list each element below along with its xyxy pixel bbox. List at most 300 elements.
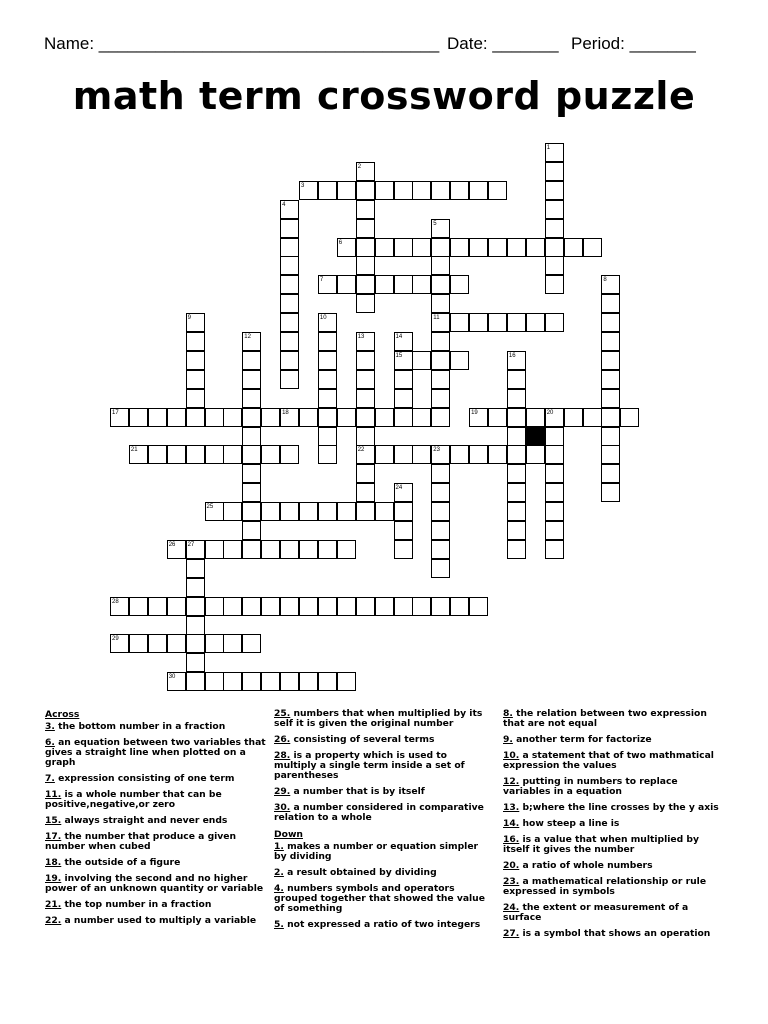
crossword-cell[interactable] <box>299 672 318 691</box>
crossword-cell[interactable] <box>431 521 450 540</box>
across-clue-list <box>45 722 270 926</box>
crossword-cell[interactable] <box>356 445 375 464</box>
crossword-cell[interactable] <box>337 181 356 200</box>
crossword-cell[interactable] <box>601 408 620 427</box>
crossword-cell[interactable] <box>394 408 413 427</box>
clue-number: 16. <box>503 834 520 845</box>
crossword-cell[interactable] <box>356 597 375 616</box>
crossword-cell[interactable] <box>394 483 413 502</box>
crossword-cell[interactable] <box>205 408 224 427</box>
crossword-cell[interactable] <box>469 181 488 200</box>
clue-item <box>503 819 728 829</box>
crossword-cell[interactable] <box>242 521 261 540</box>
crossword-cell[interactable] <box>507 502 526 521</box>
cell-number: 18 <box>282 409 289 416</box>
crossword-cell[interactable] <box>601 464 620 483</box>
crossword-cell[interactable] <box>412 351 431 370</box>
crossword-cell[interactable] <box>431 389 450 408</box>
crossword-cell[interactable] <box>223 445 242 464</box>
period-field-label: Period: _______ <box>571 34 696 53</box>
crossword-cell[interactable] <box>601 275 620 294</box>
clue-text: the relation between two expression that are not equal <box>503 708 707 729</box>
crossword-cell[interactable] <box>167 408 186 427</box>
crossword-cell[interactable] <box>242 464 261 483</box>
clue-item <box>503 777 728 797</box>
crossword-cell[interactable] <box>545 540 564 559</box>
crossword-cell[interactable] <box>601 427 620 446</box>
clue-text: a result obtained by dividing <box>283 867 437 878</box>
crossword-cell[interactable] <box>431 502 450 521</box>
crossword-cell[interactable] <box>620 408 639 427</box>
crossword-cell[interactable] <box>280 540 299 559</box>
crossword-cell[interactable] <box>280 351 299 370</box>
clue-text: expression consisting of one term <box>54 773 235 784</box>
clue-number: 12. <box>503 776 520 787</box>
crossword-cell[interactable] <box>394 238 413 257</box>
crossword-cell[interactable] <box>242 408 261 427</box>
crossword-cell[interactable] <box>469 408 488 427</box>
crossword-cell[interactable] <box>280 672 299 691</box>
crossword-cell[interactable] <box>507 427 526 446</box>
crossword-cell[interactable] <box>412 238 431 257</box>
crossword-cell[interactable] <box>431 313 450 332</box>
crossword-cell[interactable] <box>356 294 375 313</box>
crossword-cell[interactable] <box>431 181 450 200</box>
crossword-cell[interactable] <box>450 238 469 257</box>
crossword-cell[interactable] <box>545 238 564 257</box>
crossword-cell[interactable] <box>545 408 564 427</box>
crossword-cell[interactable] <box>280 370 299 389</box>
crossword-cell[interactable] <box>186 559 205 578</box>
clue-number: 9. <box>503 734 513 745</box>
crossword-cell[interactable] <box>412 597 431 616</box>
crossword-cell[interactable] <box>469 313 488 332</box>
across-heading: Across <box>45 709 80 720</box>
crossword-cell[interactable] <box>318 672 337 691</box>
crossword-cell[interactable] <box>280 445 299 464</box>
crossword-cell[interactable] <box>394 445 413 464</box>
crossword-cell[interactable] <box>488 313 507 332</box>
clue-number: 24. <box>503 902 520 913</box>
crossword-cell[interactable] <box>507 445 526 464</box>
crossword-cell[interactable] <box>450 275 469 294</box>
crossword-cell[interactable] <box>261 502 280 521</box>
crossword-cell[interactable] <box>507 521 526 540</box>
crossword-cell[interactable] <box>564 408 583 427</box>
cell-number: 8 <box>603 277 607 284</box>
crossword-cell[interactable] <box>261 672 280 691</box>
clue-text: numbers that when multiplied by its self it is given the original number <box>274 708 483 729</box>
clue-number: 15. <box>45 815 62 826</box>
crossword-cell[interactable] <box>394 502 413 521</box>
clue-item <box>503 929 728 939</box>
crossword-cell[interactable] <box>564 238 583 257</box>
crossword-cell[interactable] <box>280 332 299 351</box>
crossword-cell[interactable] <box>205 672 224 691</box>
crossword-cell[interactable] <box>601 483 620 502</box>
crossword-cell[interactable] <box>601 389 620 408</box>
cell-number: 21 <box>130 447 138 454</box>
crossword-cell[interactable] <box>337 540 356 559</box>
cell-number: 10 <box>319 315 327 322</box>
crossword-cell[interactable] <box>318 540 337 559</box>
crossword-cell[interactable] <box>167 445 186 464</box>
clue-number: 30. <box>274 802 291 813</box>
crossword-cell[interactable] <box>431 275 450 294</box>
crossword-cell[interactable] <box>431 332 450 351</box>
crossword-cell[interactable] <box>431 597 450 616</box>
crossword-cell[interactable] <box>356 389 375 408</box>
crossword-cell[interactable] <box>129 634 148 653</box>
crossword-cell[interactable] <box>431 408 450 427</box>
crossword-cell[interactable] <box>450 597 469 616</box>
clue-item <box>45 774 270 784</box>
cell-number: 29 <box>112 636 119 643</box>
clue-number: 21. <box>45 899 62 910</box>
crossword-cell[interactable] <box>356 162 375 181</box>
crossword-cell[interactable] <box>318 445 337 464</box>
crossword-cell[interactable] <box>223 502 242 521</box>
crossword-cell[interactable] <box>526 238 545 257</box>
clue-number: 27. <box>503 928 520 939</box>
crossword-cell[interactable] <box>205 502 224 521</box>
crossword-cell[interactable] <box>299 540 318 559</box>
crossword-cell[interactable] <box>526 445 545 464</box>
crossword-cell[interactable] <box>431 464 450 483</box>
crossword-cell[interactable] <box>431 256 450 275</box>
cell-number: 14 <box>395 334 403 340</box>
crossword-cell[interactable] <box>299 502 318 521</box>
crossword-cell[interactable] <box>318 181 337 200</box>
crossword-cell[interactable] <box>488 445 507 464</box>
crossword-cell[interactable] <box>469 597 488 616</box>
crossword-cell[interactable] <box>261 540 280 559</box>
crossword-cell[interactable] <box>431 294 450 313</box>
crossword-cell[interactable] <box>280 408 299 427</box>
crossword-cell[interactable] <box>394 332 413 351</box>
crossword-cell[interactable] <box>261 597 280 616</box>
crossword-cell[interactable] <box>299 408 318 427</box>
crossword-cell[interactable] <box>356 181 375 200</box>
crossword-cell[interactable] <box>601 332 620 351</box>
clue-number: 13. <box>503 802 520 813</box>
crossword-cell[interactable] <box>223 408 242 427</box>
crossword-cell[interactable] <box>412 181 431 200</box>
crossword-cell[interactable] <box>186 672 205 691</box>
crossword-cell[interactable] <box>356 256 375 275</box>
crossword-cell[interactable] <box>507 464 526 483</box>
clue-text: a number that is by itself <box>290 786 425 797</box>
crossword-cell[interactable] <box>337 408 356 427</box>
crossword-cell[interactable] <box>186 597 205 616</box>
crossword-cell[interactable] <box>318 275 337 294</box>
cell-number: 9 <box>187 315 191 322</box>
crossword-cell[interactable] <box>488 181 507 200</box>
crossword-cell[interactable] <box>280 275 299 294</box>
crossword-cell[interactable] <box>205 445 224 464</box>
clue-number: 23. <box>503 876 520 887</box>
crossword-cell[interactable] <box>394 540 413 559</box>
crossword-cell[interactable] <box>526 313 545 332</box>
crossword-cell[interactable] <box>450 313 469 332</box>
crossword-cell[interactable] <box>242 672 261 691</box>
crossword-cell[interactable] <box>223 672 242 691</box>
crossword-cell[interactable] <box>469 445 488 464</box>
crossword-cell[interactable] <box>337 275 356 294</box>
crossword-cell[interactable] <box>545 275 564 294</box>
crossword-cell[interactable] <box>337 672 356 691</box>
crossword-cell[interactable] <box>545 427 564 446</box>
crossword-cell[interactable] <box>431 483 450 502</box>
crossword-cell[interactable] <box>356 238 375 257</box>
crossword-cell[interactable] <box>375 597 394 616</box>
crossword-cell[interactable] <box>299 597 318 616</box>
cell-number: 15 <box>395 352 403 359</box>
crossword-cell[interactable] <box>148 445 167 464</box>
crossword-cell[interactable] <box>280 597 299 616</box>
crossword-cell[interactable] <box>205 597 224 616</box>
crossword-cell[interactable] <box>242 597 261 616</box>
clue-item <box>274 868 492 878</box>
crossword-cell[interactable] <box>545 502 564 521</box>
crossword-cell[interactable] <box>356 275 375 294</box>
crossword-cell[interactable] <box>280 294 299 313</box>
crossword-cell[interactable] <box>261 445 280 464</box>
crossword-cell[interactable] <box>186 616 205 635</box>
crossword-cell[interactable] <box>545 143 564 162</box>
crossword-cell[interactable] <box>186 313 205 332</box>
crossword-cell[interactable] <box>337 238 356 257</box>
crossword-cell[interactable] <box>129 597 148 616</box>
crossword-cell[interactable] <box>186 653 205 672</box>
crossword-cell[interactable] <box>601 313 620 332</box>
clue-item <box>45 874 270 894</box>
crossword-cell[interactable] <box>507 351 526 370</box>
crossword-cell[interactable] <box>280 219 299 238</box>
crossword-cell[interactable] <box>545 521 564 540</box>
crossword-cell[interactable] <box>431 238 450 257</box>
crossword-cell[interactable] <box>545 181 564 200</box>
crossword-cell[interactable] <box>223 597 242 616</box>
clue-text: a mathematical relationship or rule expressed in symbols <box>503 876 707 897</box>
crossword-cell[interactable] <box>186 370 205 389</box>
cell-number: 30 <box>168 674 176 681</box>
crossword-cell[interactable] <box>148 634 167 653</box>
crossword-cell[interactable] <box>223 540 242 559</box>
crossword-cell[interactable] <box>431 219 450 238</box>
crossword-cell[interactable] <box>488 408 507 427</box>
clue-number: 22. <box>45 915 62 926</box>
crossword-cell[interactable] <box>601 370 620 389</box>
cell-number: 1 <box>546 145 551 151</box>
crossword-cell[interactable] <box>356 370 375 389</box>
crossword-cell[interactable] <box>242 540 261 559</box>
crossword-cell[interactable] <box>318 313 337 332</box>
crossword-cell[interactable] <box>167 634 186 653</box>
cell-number: 20 <box>546 409 554 416</box>
crossword-cell[interactable] <box>601 445 620 464</box>
clue-number: 28. <box>274 750 291 761</box>
crossword-cell[interactable] <box>205 634 224 653</box>
crossword-cell[interactable] <box>545 483 564 502</box>
cell-number: 7 <box>319 277 324 284</box>
crossword-cell[interactable] <box>223 634 242 653</box>
crossword-cell[interactable] <box>280 313 299 332</box>
crossword-cell[interactable] <box>280 502 299 521</box>
crossword-cell[interactable] <box>394 597 413 616</box>
crossword-cell[interactable] <box>167 672 186 691</box>
crossword-cell[interactable] <box>318 389 337 408</box>
crossword-cell[interactable] <box>450 445 469 464</box>
crossword-cell[interactable] <box>318 427 337 446</box>
crossword-cell[interactable] <box>129 445 148 464</box>
clue-number: 3. <box>45 721 55 732</box>
crossword-cell[interactable] <box>186 578 205 597</box>
clue-text: involving the second and no higher power of an unknown quantity or variable <box>45 873 264 894</box>
crossword-cell[interactable] <box>186 389 205 408</box>
crossword-cell[interactable] <box>242 483 261 502</box>
crossword-cell[interactable] <box>375 408 394 427</box>
crossword-cell[interactable] <box>545 256 564 275</box>
crossword-cell[interactable] <box>450 181 469 200</box>
crossword-cell[interactable] <box>601 351 620 370</box>
name-field-label: Name: ____________________________________ <box>44 34 440 53</box>
crossword-cell[interactable] <box>186 540 205 559</box>
crossword-cell[interactable] <box>545 313 564 332</box>
crossword-cell[interactable] <box>375 238 394 257</box>
crossword-cell[interactable] <box>110 597 129 616</box>
crossword-cell[interactable] <box>261 408 280 427</box>
crossword-cell[interactable] <box>356 408 375 427</box>
crossword-cell[interactable] <box>242 370 261 389</box>
crossword-cell[interactable] <box>356 427 375 446</box>
black-cell <box>526 427 545 446</box>
crossword-cell[interactable] <box>412 275 431 294</box>
crossword-cell[interactable] <box>507 370 526 389</box>
crossword-cell[interactable] <box>318 351 337 370</box>
crossword-cell[interactable] <box>450 351 469 370</box>
clue-number: 7. <box>45 773 55 784</box>
crossword-cell[interactable] <box>129 408 148 427</box>
crossword-cell[interactable] <box>242 332 261 351</box>
crossword-cell[interactable] <box>431 370 450 389</box>
crossword-cell[interactable] <box>375 275 394 294</box>
clue-item <box>274 842 492 862</box>
crossword-cell[interactable] <box>507 389 526 408</box>
crossword-cell[interactable] <box>545 464 564 483</box>
crossword-cell[interactable] <box>507 408 526 427</box>
crossword-cell[interactable] <box>280 256 299 275</box>
clue-number: 4. <box>274 883 284 894</box>
crossword-cell[interactable] <box>337 597 356 616</box>
crossword-cell[interactable] <box>242 634 261 653</box>
clues-column-3 <box>503 709 728 945</box>
crossword-cell[interactable] <box>318 332 337 351</box>
crossword-cell[interactable] <box>280 238 299 257</box>
crossword-cell[interactable] <box>601 294 620 313</box>
crossword-cell[interactable] <box>394 389 413 408</box>
crossword-cell[interactable] <box>242 427 261 446</box>
crossword-cell[interactable] <box>412 408 431 427</box>
crossword-cell[interactable] <box>242 351 261 370</box>
crossword-cell[interactable] <box>242 445 261 464</box>
crossword-cell[interactable] <box>318 408 337 427</box>
crossword-cell[interactable] <box>488 238 507 257</box>
crossword-cell[interactable] <box>148 597 167 616</box>
crossword-cell[interactable] <box>186 445 205 464</box>
crossword-cell[interactable] <box>431 351 450 370</box>
crossword-cell[interactable] <box>412 445 431 464</box>
crossword-cell[interactable] <box>318 502 337 521</box>
crossword-cell[interactable] <box>356 332 375 351</box>
crossword-cell[interactable] <box>186 351 205 370</box>
crossword-cell[interactable] <box>394 521 413 540</box>
crossword-cell[interactable] <box>186 408 205 427</box>
clue-text: how steep a line is <box>519 818 620 829</box>
crossword-cell[interactable] <box>507 483 526 502</box>
crossword-cell[interactable] <box>337 502 356 521</box>
crossword-cell[interactable] <box>280 200 299 219</box>
crossword-cell[interactable] <box>375 502 394 521</box>
crossword-cell[interactable] <box>394 275 413 294</box>
crossword-cell[interactable] <box>167 540 186 559</box>
crossword-cell[interactable] <box>186 332 205 351</box>
crossword-cell[interactable] <box>148 408 167 427</box>
crossword-cell[interactable] <box>431 540 450 559</box>
cell-number: 4 <box>282 201 286 208</box>
crossword-cell[interactable] <box>356 464 375 483</box>
crossword-cell[interactable] <box>507 540 526 559</box>
cell-number: 16 <box>508 352 516 359</box>
crossword-cell[interactable] <box>186 634 205 653</box>
cell-number: 6 <box>338 239 343 246</box>
crossword-cell[interactable] <box>356 219 375 238</box>
crossword-cell[interactable] <box>545 200 564 219</box>
crossword-cell[interactable] <box>375 181 394 200</box>
crossword-cell[interactable] <box>318 597 337 616</box>
crossword-cell[interactable] <box>299 181 318 200</box>
crossword-cell[interactable] <box>242 502 261 521</box>
crossword-cell[interactable] <box>394 351 413 370</box>
crossword-cell[interactable] <box>394 181 413 200</box>
crossword-cell[interactable] <box>242 389 261 408</box>
crossword-cell[interactable] <box>110 408 129 427</box>
clue-number: 25. <box>274 708 291 719</box>
crossword-cell[interactable] <box>507 313 526 332</box>
crossword-cell[interactable] <box>545 219 564 238</box>
crossword-cell[interactable] <box>545 162 564 181</box>
crossword-cell[interactable] <box>318 370 337 389</box>
crossword-cell[interactable] <box>583 238 602 257</box>
crossword-cell[interactable] <box>356 502 375 521</box>
crossword-cell[interactable] <box>167 597 186 616</box>
crossword-cell[interactable] <box>205 540 224 559</box>
crossword-cell[interactable] <box>110 634 129 653</box>
crossword-cell[interactable] <box>469 238 488 257</box>
crossword-cell[interactable] <box>526 408 545 427</box>
crossword-cell[interactable] <box>431 445 450 464</box>
crossword-cell[interactable] <box>507 238 526 257</box>
crossword-cell[interactable] <box>356 351 375 370</box>
crossword-cell[interactable] <box>356 200 375 219</box>
clue-text: the outside of a figure <box>61 857 181 868</box>
crossword-cell[interactable] <box>394 370 413 389</box>
crossword-cell[interactable] <box>545 445 564 464</box>
crossword-cell[interactable] <box>583 408 602 427</box>
crossword-cell[interactable] <box>356 483 375 502</box>
crossword-cell[interactable] <box>431 559 450 578</box>
crossword-cell[interactable] <box>375 445 394 464</box>
